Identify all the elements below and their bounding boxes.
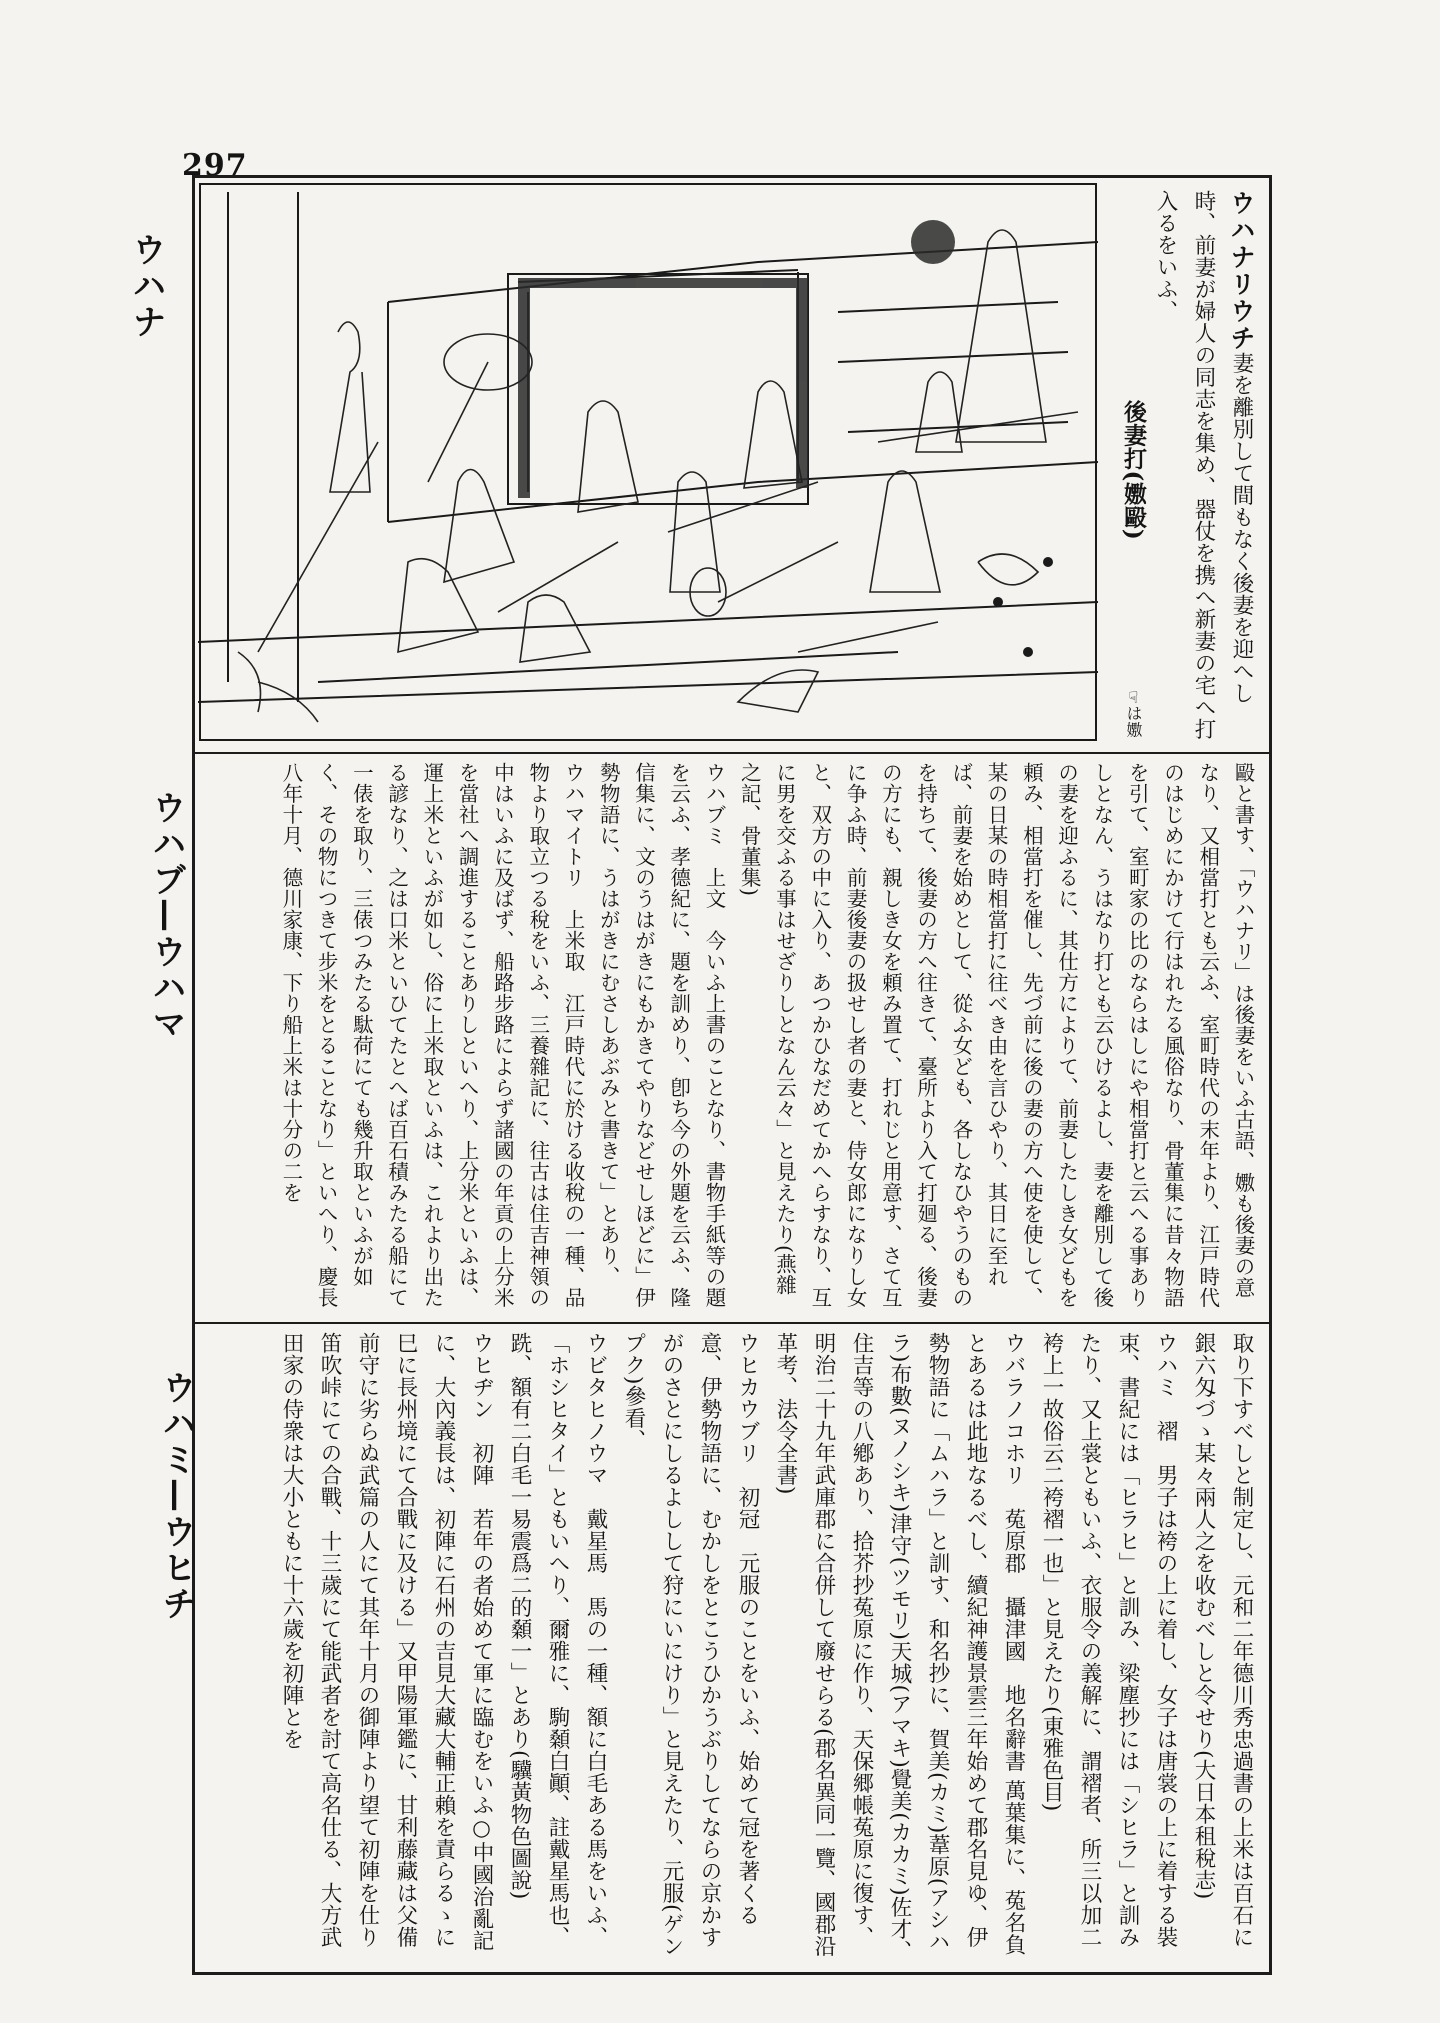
side-label-middle: ウハブ—ウハマ [146, 790, 186, 1042]
middle-paragraph-1: 毆と書す、「ウハナリ」は後妻をいふ古語、嫐も後妻の意なり、又相當打とも云ふ、室町時代の末年より、江戸時代のはじめにかけて行はれたる風俗なり、骨董集に昔々物語を引て、室町家の比のならはしにや相當打と云へる事ありしとなん、うはなり打とも云ひけるよし、妻を離別して後の妻を迎ふるに、其仕方によりて、前妻したしき女どもを頼み、相當打を催し、先づ前に後の妻の方へ使を使して、某の日某の時相當打に往べき由を言ひやり、其日に至れば、前妻を始めとして、從ふ女ども、各しなひやうのものを持ちて、後妻の方へ往きて、臺所より入て打廻る、後妻の方にも、親しき女を頼み置て、打れじと用意す、さて互に争ふ時、前妻後妻の扱せし者の妻と、侍女郎になりし女と、双方の中に入り、あつかひなだめてかへらすなり、互に男を交ふる事はせざりしとなん云々」と見えたり(燕雜之記、骨董集) [737, 762, 1255, 1308]
entry-tail: ☞は嫐 [1124, 690, 1143, 738]
middle-paragraph-3: ウハマイトリ 上米取 江戸時代に於ける收稅の一種、品物より取立つる稅をいふ、三養雜記に、往古は住吉神領の中はいふに及ばず、船路步路によらず諸國の年貢の上分米を當社へ調進することありしといへり、上分米といふは、運上米といふが如し、俗に上米取といふは、これより出たる諺なり、之は口米といひてたとへば百石積みたる船にて一俵を取り、三俵つみたる駄荷にても幾升取といふが如く、その物につきて步米をとることなり」といへり、慶長八年十月、德川家康、下り船上米は十分の二を [278, 762, 585, 1308]
middle-paragraph-2: ウハブミ 上文 今いふ上書のことなり、書物手紙等の題を云ふ、孝德紀に、題を訓めり、卽ち今の外題を云ふ、隆信集に、文のうはがきにもかきてやりなどせしほどに」伊勢物語に、うはがきにむさしあぶみと書きて」とあり、 [596, 762, 727, 1308]
page-number: 297 [182, 148, 248, 183]
bottom-text-block [200, 1332, 1260, 1962]
entry-heading: ウハナリウチ [1227, 190, 1256, 352]
side-label-top: ウハナ [126, 232, 166, 340]
entry-text: 妻を離別して間もなく後妻を迎へし時、前妻が婦人の同志を集め、器仗を携へ新妻の宅へ打入るをいふ、 [1153, 190, 1254, 740]
bottom-paragraph-3: ウバラノコホリ 菟原郡 攝津國 地名辭書 萬葉集に、菟名負とあるは此地なるべし、續紀神護景雲三年始めて郡名見ゆ、伊勢物語に「ムハラ」と訓す、和名抄に、賀美(カミ)葦原(アシハラ)布數(ヌノシキ)津守(ツモリ)天城(アマキ)覺美(カカミ)佐才、住吉等の八鄕あり、拾芥抄菟原に作り、天保郷帳菟原に復す、明治二十九年武庫郡に合併して廢せらる(郡名異同一覽、國郡沿革考、法令全書) [773, 1332, 1026, 1962]
bottom-paragraph-5: ウビタヒノウマ 戴星馬 馬の一種、額に白毛ある馬をいふ、「ホシヒタイ」ともいへり、爾雅に、駒顙白顚、註戴星馬也、跣、額有二白毛一易震爲二的顙一」とあり(驥黃物色圖說) [507, 1332, 608, 1948]
bottom-paragraph-1: 取り下すべしと制定し、元和二年德川秀忠過書の上米は百石に銀六匁づゝ某々兩人之を收むべしと令せり(大日本租稅志) [1191, 1332, 1254, 1948]
middle-text-block [200, 762, 1260, 1312]
section-divider-top [192, 752, 1272, 754]
entry-kanji: 後妻打(嫐毆) [1120, 400, 1147, 541]
section-divider-bottom [192, 1322, 1272, 1324]
bottom-paragraph-4: ウヒカウブリ 初冠 元服のことをいふ、始めて冠を著くる意、伊勢物語に、むかしをとこうひかうぶりしてならの京かすがのさとにしるよしして狩にいにけり」と見えたり、元服(ゲンプク)參看、 [621, 1332, 760, 1957]
woodblock-illustration [198, 182, 1098, 742]
bottom-paragraph-6: ウヒヂン 初陣 若年の者始めて軍に臨むをいふ○中國治亂記に、大內義長は、初陣に石州の吉見大藏大輔正賴を責らるゝに巳に長州境にて合戰に及ける」又甲陽軍鑑に、甘利藤藏は父備前守に劣らぬ武篇の人にて其年十月の御陣より望て初陣を仕り笛吹峠にての合戰、十三歲にて能武者を討て高名仕る、大方武田家の侍衆は大小ともに十六歲を初陣とを [279, 1332, 494, 1952]
bottom-paragraph-2: ウハミ 褶 男子は袴の上に着し、女子は唐裳の上に着する裝束、書紀には「ヒラヒ」と訓み、梁塵抄には「シヒラ」と訓みたり、又上裳ともいふ、衣服令の義解に、謂褶者、所三以加二袴上一故俗云二袴褶一也」と見えたり(東雅色目) [1039, 1332, 1178, 1948]
side-label-bottom: ウハミ—ウヒチ [156, 1370, 196, 1622]
